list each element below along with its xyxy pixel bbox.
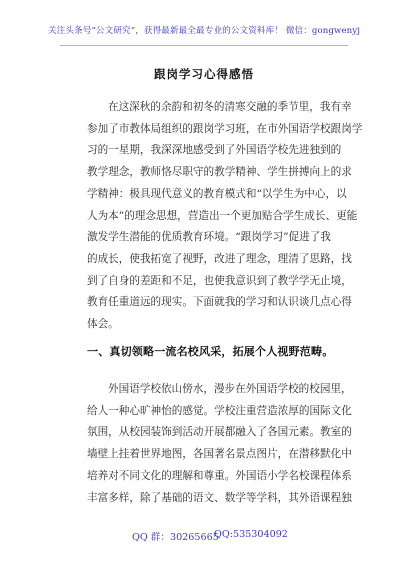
header-divider — [60, 45, 348, 46]
paragraph-line: 人为本”的理念思想，营造出一个更加贴合学生成长、更能 — [87, 209, 358, 222]
paragraph-line: 丰富多样，除了基础的语文、数学等学科，其外语课程独 — [87, 491, 352, 504]
paragraph-line: 外国语学校依山傍水，漫步在外国语学校的校园里， — [108, 383, 352, 395]
intro-paragraph — [87, 97, 363, 336]
paragraph-line: 到了自身的差距和不足，也使我意识到了教学学无止境， — [87, 274, 352, 287]
paragraph-line: 学精神：极具现代意义的教育模式和“以学生为中心，以 — [87, 187, 347, 200]
paragraph-line: 的成长，使我拓宽了视野，改进了理念，理清了思路，找 — [87, 252, 352, 265]
paragraph-line: 参加了市教体局组织的跟岗学习班，在市外国语学校跟岗学 — [87, 122, 363, 135]
footer-qq-group: QQ 群：30265665 — [132, 532, 219, 543]
paragraph-line: 教学理念，教师恪尽职守的教学精神、学生拼搏向上的求 — [87, 166, 352, 179]
document-title: 跟岗学习心得感悟 — [154, 67, 254, 81]
paragraph-line: 教育任重道远的现实。下面就我的学习和认识谈几点心得 — [87, 296, 352, 309]
section-paragraph — [87, 379, 352, 509]
paragraph-line: 体会。 — [87, 318, 119, 331]
paragraph-line: 在这深秋的余韵和初冬的清寒交融的季节里，我有幸 — [108, 101, 352, 113]
paragraph-line: 给人一种心旷神怡的感觉。学校注重营造浓厚的国际文化 — [87, 404, 352, 417]
paragraph-line: 习的一星期，我深深地感受到了外国语学校先进独到的 — [87, 144, 342, 157]
paragraph-line: 激发学生潜能的优质教育环境。“跟岗学习”促进了我 — [87, 231, 331, 244]
section-heading: 一、真切领略一流名校风采，拓展个人视野范畴。 — [87, 345, 334, 358]
paragraph-line: 氛围，从校园装饰到活动开展都融入了各国元素。教室的 — [87, 426, 352, 439]
paragraph-line: 培养对不同文化的理解和尊重。外国语小学名校课程体系 — [87, 469, 352, 482]
paragraph-line: 墙壁上挂着世界地图，各国著名景点图片，在潜移默化中 — [87, 448, 352, 461]
footer-qq: QQ:535304092 — [214, 529, 288, 540]
header-banner: 关注头条号“公文研究”，获得最新最全最专业的公文资料库！ 微信：gongwenyj — [47, 26, 361, 36]
